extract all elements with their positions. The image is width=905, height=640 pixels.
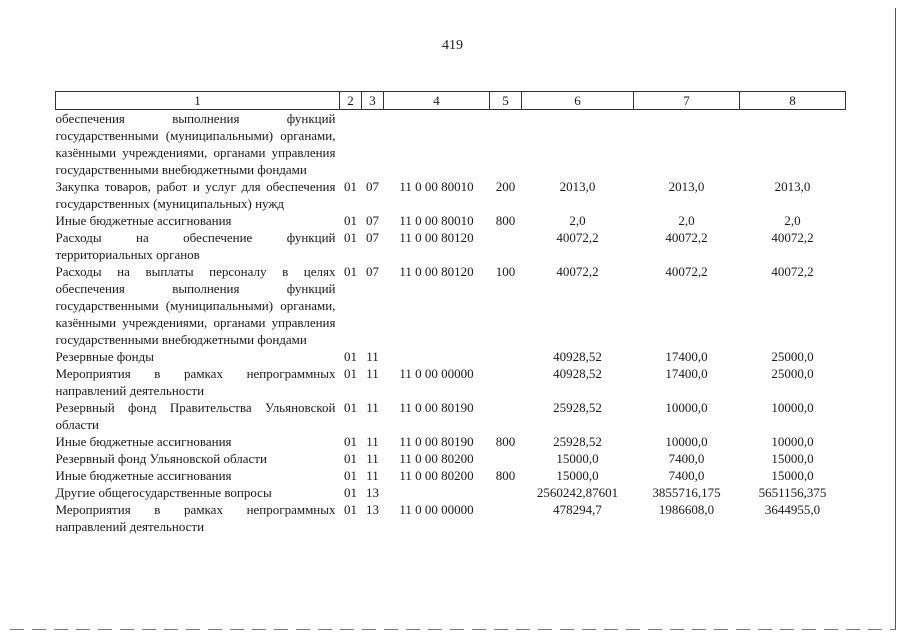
expense-type-code [490, 484, 522, 501]
row-name: Иные бюджетные ассигнования [55, 468, 232, 483]
section-code: 01 [344, 468, 357, 483]
target-article-code [384, 110, 490, 179]
amount-col-8: 5651156,375 [758, 485, 827, 500]
subsection-code: 11 [366, 434, 379, 449]
table-row [56, 178, 846, 212]
table-row [56, 484, 846, 501]
column-header: 4 [384, 92, 490, 110]
table-row [56, 348, 846, 365]
table-row [56, 263, 846, 348]
amount-col-7: 17400,0 [665, 349, 708, 364]
column-header: 2 [340, 92, 362, 110]
amount-col-6: 2,0 [569, 213, 586, 228]
table-row [56, 467, 846, 484]
expense-type-code [490, 348, 522, 365]
amount-col-7: 40072,2 [665, 264, 708, 279]
table-row [56, 229, 846, 263]
expense-type-code: 800 [495, 213, 516, 228]
row-name: Закупка товаров, работ и услуг для обеспечения государственных (муниципальных) нужд [55, 179, 336, 211]
row-name: Мероприятия в рамках непрограммных направлений деятельности [55, 366, 336, 398]
section-code: 01 [344, 502, 357, 517]
amount-col-7: 17400,0 [665, 366, 708, 381]
expense-type-code: 200 [495, 179, 516, 194]
section-code: 01 [344, 230, 357, 245]
target-article-code: 11 0 00 80010 [399, 213, 474, 228]
table-body [56, 110, 846, 536]
page-number: 419 [442, 38, 463, 53]
target-article-code: 11 0 00 80010 [399, 179, 474, 194]
expense-type-code: 800 [495, 468, 516, 483]
amount-col-8: 15000,0 [771, 468, 814, 483]
row-name: Расходы на обеспечение функций территориальных органов [55, 230, 336, 262]
subsection-code: 11 [366, 400, 379, 415]
subsection-code: 11 [366, 366, 379, 381]
expense-type-code [490, 365, 522, 399]
expense-type-code: 800 [495, 434, 516, 449]
column-header: 7 [634, 92, 740, 110]
amount-col-8: 2,0 [784, 213, 801, 228]
page-border-bottom [10, 629, 896, 630]
table-row [56, 501, 846, 535]
target-article-code: 11 0 00 80200 [399, 468, 474, 483]
table-row [56, 110, 846, 179]
column-header: 1 [56, 92, 340, 110]
amount-col-7: 10000,0 [665, 434, 708, 449]
subsection-code: 11 [366, 451, 379, 466]
amount-col-8: 3644955,0 [764, 502, 821, 517]
table-header-row [56, 92, 846, 110]
row-name: Другие общегосударственные вопросы [55, 485, 272, 500]
amount-col-8: 25000,0 [771, 366, 814, 381]
amount-col-8: 2013,0 [774, 179, 811, 194]
subsection-code: 07 [366, 179, 379, 194]
amount-col-6: 40072,2 [556, 264, 599, 279]
row-name: Мероприятия в рамках непрограммных направлений деятельности [55, 502, 336, 534]
amount-col-7: 7400,0 [668, 451, 705, 466]
subsection-code: 13 [366, 485, 379, 500]
column-header: 5 [490, 92, 522, 110]
amount-col-6: 25928,52 [553, 400, 602, 415]
subsection-code: 07 [366, 230, 379, 245]
amount-col-6: 40928,52 [553, 349, 602, 364]
budget-table [55, 91, 846, 535]
column-header: 3 [362, 92, 384, 110]
row-name: Расходы на выплаты персоналу в целях обеспечения выполнения функций государственными (муниципальными) органами, казёнными учреждениями, органами управления государственными внебюджетными фондами [55, 264, 336, 347]
section-code: 01 [344, 485, 357, 500]
target-article-code: 11 0 00 80190 [399, 434, 474, 449]
row-name: Резервный фонд Правительства Ульяновской области [55, 400, 336, 432]
amount-col-7 [634, 110, 740, 179]
amount-col-7: 2,0 [678, 213, 695, 228]
subsection-code: 11 [366, 349, 379, 364]
amount-col-6 [522, 110, 634, 179]
table-row [56, 365, 846, 399]
amount-col-6: 2560242,87601 [536, 485, 619, 500]
page-border-right [895, 8, 896, 630]
target-article-code: 11 0 00 80200 [399, 451, 474, 466]
amount-col-8: 40072,2 [771, 264, 814, 279]
amount-col-6: 15000,0 [556, 451, 599, 466]
amount-col-8 [740, 110, 846, 179]
row-name: Иные бюджетные ассигнования [55, 213, 232, 228]
subsection-code: 07 [366, 264, 379, 279]
expense-type-code: 100 [495, 264, 516, 279]
section-code [340, 110, 362, 179]
amount-col-8: 15000,0 [771, 451, 814, 466]
amount-col-6: 15000,0 [556, 468, 599, 483]
target-article-code [384, 484, 490, 501]
expense-type-code [490, 110, 522, 179]
amount-col-7: 40072,2 [665, 230, 708, 245]
amount-col-8: 25000,0 [771, 349, 814, 364]
column-header: 8 [740, 92, 846, 110]
target-article-code [384, 348, 490, 365]
amount-col-8: 10000,0 [771, 400, 814, 415]
subsection-code: 11 [366, 468, 379, 483]
section-code: 01 [344, 349, 357, 364]
target-article-code: 11 0 00 00000 [399, 502, 474, 517]
section-code: 01 [344, 400, 357, 415]
section-code: 01 [344, 213, 357, 228]
amount-col-6: 40072,2 [556, 230, 599, 245]
section-code: 01 [344, 366, 357, 381]
amount-col-8: 10000,0 [771, 434, 814, 449]
expense-type-code [490, 399, 522, 433]
expense-type-code [490, 450, 522, 467]
section-code: 01 [344, 264, 357, 279]
target-article-code: 11 0 00 80120 [399, 230, 474, 245]
amount-col-6: 40928,52 [553, 366, 602, 381]
section-code: 01 [344, 434, 357, 449]
subsection-code [362, 110, 384, 179]
amount-col-7: 7400,0 [668, 468, 705, 483]
subsection-code: 07 [366, 213, 379, 228]
column-header: 6 [522, 92, 634, 110]
section-code: 01 [344, 451, 357, 466]
amount-col-6: 25928,52 [553, 434, 602, 449]
amount-col-6: 478294,7 [553, 502, 602, 517]
amount-col-7: 3855716,175 [652, 485, 721, 500]
table-row [56, 212, 846, 229]
expense-type-code [490, 229, 522, 263]
expense-type-code [490, 501, 522, 535]
amount-col-8: 40072,2 [771, 230, 814, 245]
subsection-code: 13 [366, 502, 379, 517]
table-row [56, 433, 846, 450]
row-name: обеспечения выполнения функций государственными (муниципальными) органами, казёнными учреждениями, органами управления государственными внебюджетными фондами [55, 111, 336, 177]
row-name: Резервные фонды [55, 349, 154, 364]
amount-col-7: 10000,0 [665, 400, 708, 415]
target-article-code: 11 0 00 00000 [399, 366, 474, 381]
table-row [56, 399, 846, 433]
amount-col-7: 1986608,0 [658, 502, 715, 517]
amount-col-6: 2013,0 [559, 179, 596, 194]
target-article-code: 11 0 00 80190 [399, 400, 474, 415]
table-row [56, 450, 846, 467]
target-article-code: 11 0 00 80120 [399, 264, 474, 279]
row-name: Резервный фонд Ульяновской области [55, 451, 267, 466]
amount-col-7: 2013,0 [668, 179, 705, 194]
section-code: 01 [344, 179, 357, 194]
row-name: Иные бюджетные ассигнования [55, 434, 232, 449]
